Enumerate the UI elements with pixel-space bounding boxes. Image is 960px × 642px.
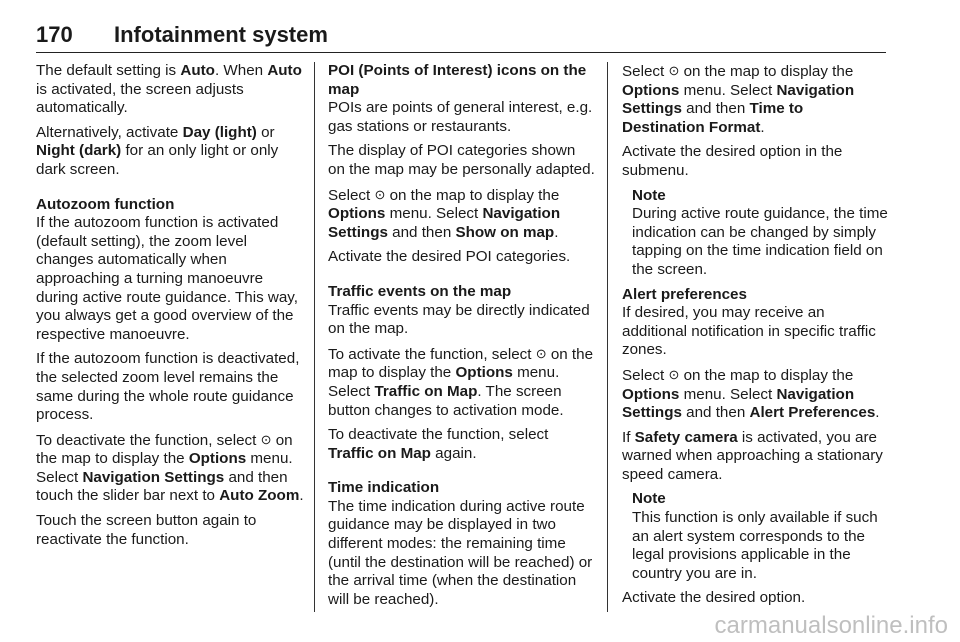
paragraph: The display of POI categories shown on the map may be personally adapted. [328,142,595,178]
paragraph: Touch the screen button again to reactivate the function. [36,512,257,548]
options-target-icon: ⊙ [668,366,680,382]
paragraph: If Safety camera is activated, you are warned when approaching a stationary speed camera. [622,428,883,483]
paragraph: If the autozoom function is deactivated, the selected zoom level remains the same during the whole route guidance process. [36,350,300,424]
column-3 [622,62,888,614]
options-target-icon: ⊙ [374,186,386,202]
paragraph: Traffic events may be directly indicated on the map. [328,301,590,338]
subheading-poi: POI (Points of Interest) icons on the map [328,62,587,98]
note-box [632,187,888,280]
note-text: During active route guidance, the time indication can be changed by simply tapping on the time indication field on the screen. [632,205,888,278]
column-2 [328,62,596,615]
paragraph: The time indication during active route guidance may be displayed in two different modes: the remaining time (until the destination will be reached) or the arrival time (when the destination will be reached). [328,497,593,608]
options-target-icon: ⊙ [668,63,680,78]
section-title: Infotainment system [114,22,328,47]
note-label: Note [632,490,666,508]
paragraph: Alternatively, activate Day (light) or Night (dark) for an only light or only dark screen. [36,123,279,178]
paragraph: Select ⊙ on the map to display the Options menu. Select Navigation Settings and then Time to Destination Format. [622,63,855,136]
subheading-time: Time indication [328,479,440,497]
paragraph: If the autozoom function is activated (default setting), the zoom level changes automatically when approaching a turning manoeuvre during active route guidance. This way, you always get a good overview of the respective manoeuvre. [36,214,298,343]
options-target-icon: ⊙ [260,431,272,447]
options-target-icon: ⊙ [535,345,547,361]
paragraph: To activate the function, select ⊙ on the map to display the Options menu. Select Traffic on Map. The screen button changes to activation mode. [328,345,594,419]
column-divider [607,62,608,612]
page-number: 170 [36,22,73,47]
paragraph: POIs are points of general interest, e.g. gas stations or restaurants. [328,99,593,135]
column-1 [36,62,306,555]
paragraph: Activate the desired option in the submenu. [622,143,843,179]
paragraph: To deactivate the function, select Traffic on Map again. [328,426,549,462]
column-divider [314,62,315,612]
note-label: Note [632,186,666,204]
subheading-autozoom: Autozoom function [36,195,175,213]
note-text: This function is only available if such an alert system corresponds to the legal provisions applicable in the country you are in. [632,509,878,582]
paragraph: The default setting is Auto. When Auto is activated, the screen adjusts automatically. [36,62,302,117]
subheading-alert: Alert preferences [622,285,747,303]
paragraph: Select ⊙ on the map to display the Options menu. Select Navigation Settings and then Show on map. [328,186,561,241]
subheading-traffic: Traffic events on the map [328,282,512,300]
note-box [632,490,888,583]
paragraph: Activate the desired POI categories. [328,248,571,266]
paragraph: To deactivate the function, select ⊙ on the map to display the Options menu. Select Navigation Settings and then touch the slider bar next to Auto Zoom. [36,431,304,505]
paragraph: If desired, you may receive an additional notification in specific traffic zones. [622,304,876,359]
paragraph: Activate the desired option. [622,589,806,607]
watermark: carmanualsonline.info [714,612,948,639]
page-header [36,22,886,53]
paragraph: Select ⊙ on the map to display the Options menu. Select Navigation Settings and then Alert Preferences. [622,366,880,422]
